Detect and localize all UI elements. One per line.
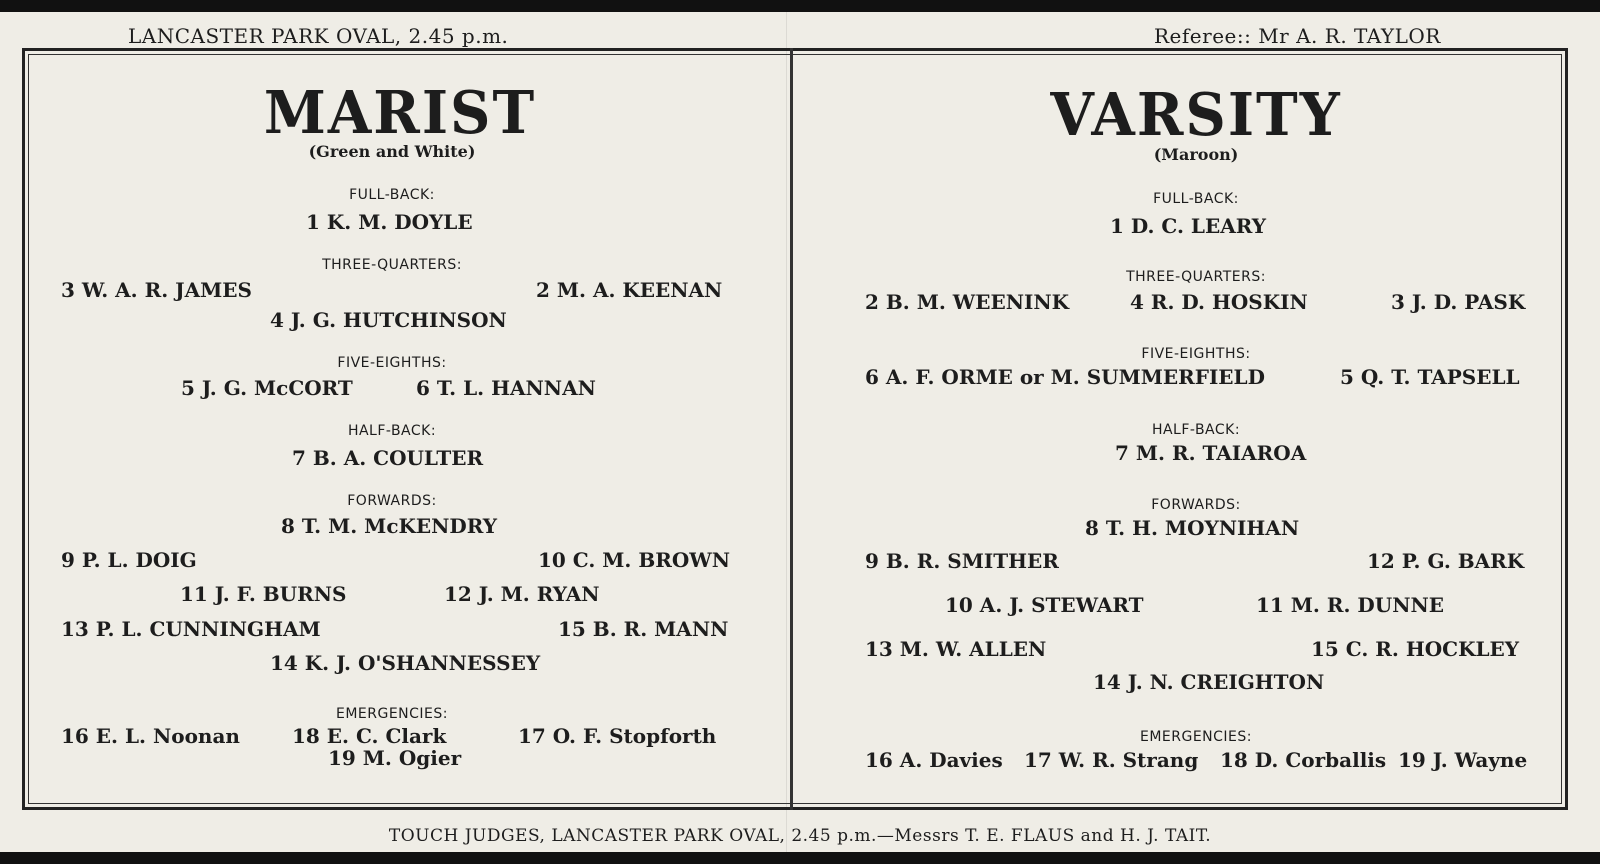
varsity-team-name: VARSITY bbox=[1050, 80, 1342, 150]
varsity-player-8: 8 T. H. MOYNIHAN bbox=[1085, 516, 1300, 540]
inner-frame bbox=[28, 54, 1562, 804]
marist-threequarters-label: THREE-QUARTERS: bbox=[322, 257, 462, 273]
marist-player-7: 7 B. A. COULTER bbox=[292, 446, 484, 470]
varsity-colours: (Maroon) bbox=[1153, 145, 1239, 164]
top-rule bbox=[0, 0, 1600, 12]
varsity-player-2: 2 B. M. WEENINK bbox=[865, 290, 1070, 314]
varsity-player-3: 3 J. D. PASK bbox=[1391, 290, 1526, 314]
marist-player-10: 10 C. M. BROWN bbox=[538, 548, 731, 572]
varsity-player-19: 19 J. Wayne bbox=[1398, 748, 1528, 772]
marist-player-18: 18 E. C. Clark bbox=[292, 724, 447, 748]
marist-player-15: 15 B. R. MANN bbox=[558, 617, 729, 641]
varsity-player-13: 13 M. W. ALLEN bbox=[865, 637, 1047, 661]
marist-player-8: 8 T. M. McKENDRY bbox=[281, 514, 498, 538]
varsity-player-4: 4 R. D. HOSKIN bbox=[1130, 290, 1308, 314]
varsity-player-9: 9 B. R. SMITHER bbox=[865, 549, 1059, 573]
varsity-player-15: 15 C. R. HOCKLEY bbox=[1311, 637, 1520, 661]
marist-player-17: 17 O. F. Stopforth bbox=[518, 724, 717, 748]
varsity-forwards-label: FORWARDS: bbox=[1151, 497, 1241, 513]
venue-header: LANCASTER PARK OVAL, 2.45 p.m. bbox=[128, 24, 509, 48]
column-divider bbox=[790, 48, 793, 810]
marist-player-11: 11 J. F. BURNS bbox=[180, 582, 347, 606]
varsity-player-18: 18 D. Corballis bbox=[1220, 748, 1387, 772]
varsity-player-16: 16 A. Davies bbox=[865, 748, 1003, 772]
marist-halfback-label: HALF-BACK: bbox=[347, 423, 437, 439]
varsity-fullback-label: FULL-BACK: bbox=[1153, 191, 1239, 207]
marist-team-name: MARIST bbox=[263, 78, 537, 148]
marist-fullback-label: FULL-BACK: bbox=[349, 187, 435, 203]
marist-player-5: 5 J. G. McCORT bbox=[181, 376, 353, 400]
varsity-player-11: 11 M. R. DUNNE bbox=[1256, 593, 1444, 617]
marist-player-14: 14 K. J. O'SHANNESSEY bbox=[270, 651, 541, 675]
varsity-player-6: 6 A. F. ORME or M. SUMMERFIELD bbox=[865, 365, 1265, 389]
varsity-player-1: 1 D. C. LEARY bbox=[1110, 214, 1267, 238]
marist-colours: (Green and White) bbox=[308, 142, 476, 161]
varsity-player-12: 12 P. G. BARK bbox=[1367, 549, 1525, 573]
varsity-player-7: 7 M. R. TAIAROA bbox=[1115, 441, 1307, 465]
varsity-threequarters-label: THREE-QUARTERS: bbox=[1126, 269, 1266, 285]
marist-player-2: 2 M. A. KEENAN bbox=[536, 278, 723, 302]
marist-player-9: 9 P. L. DOIG bbox=[61, 548, 197, 572]
varsity-player-5: 5 Q. T. TAPSELL bbox=[1340, 365, 1520, 389]
marist-fiveeighths-label: FIVE-EIGHTHS: bbox=[337, 355, 447, 371]
varsity-fiveeighths-label: FIVE-EIGHTHS: bbox=[1141, 346, 1251, 362]
marist-emergencies-label: EMERGENCIES: bbox=[335, 706, 449, 722]
marist-player-6: 6 T. L. HANNAN bbox=[416, 376, 596, 400]
marist-player-3: 3 W. A. R. JAMES bbox=[61, 278, 252, 302]
marist-player-13: 13 P. L. CUNNINGHAM bbox=[61, 617, 321, 641]
referee-header: Referee:: Mr A. R. TAYLOR bbox=[1154, 24, 1441, 48]
marist-player-1: 1 K. M. DOYLE bbox=[306, 210, 473, 234]
marist-forwards-label: FORWARDS: bbox=[347, 493, 437, 509]
bottom-rule bbox=[0, 852, 1600, 864]
marist-player-19: 19 M. Ogier bbox=[328, 746, 462, 770]
varsity-player-17: 17 W. R. Strang bbox=[1024, 748, 1199, 772]
varsity-emergencies-label: EMERGENCIES: bbox=[1139, 729, 1253, 745]
varsity-player-10: 10 A. J. STEWART bbox=[945, 593, 1144, 617]
touch-judges-footer: TOUCH JUDGES, LANCASTER PARK OVAL, 2.45 p.m.—Messrs T. E. FLAUS and H. J. TAIT. bbox=[388, 826, 1212, 846]
marist-player-12: 12 J. M. RYAN bbox=[444, 582, 600, 606]
varsity-player-14: 14 J. N. CREIGHTON bbox=[1093, 670, 1325, 694]
varsity-halfback-label: HALF-BACK: bbox=[1151, 422, 1241, 438]
marist-player-4: 4 J. G. HUTCHINSON bbox=[270, 308, 507, 332]
marist-player-16: 16 E. L. Noonan bbox=[61, 724, 240, 748]
